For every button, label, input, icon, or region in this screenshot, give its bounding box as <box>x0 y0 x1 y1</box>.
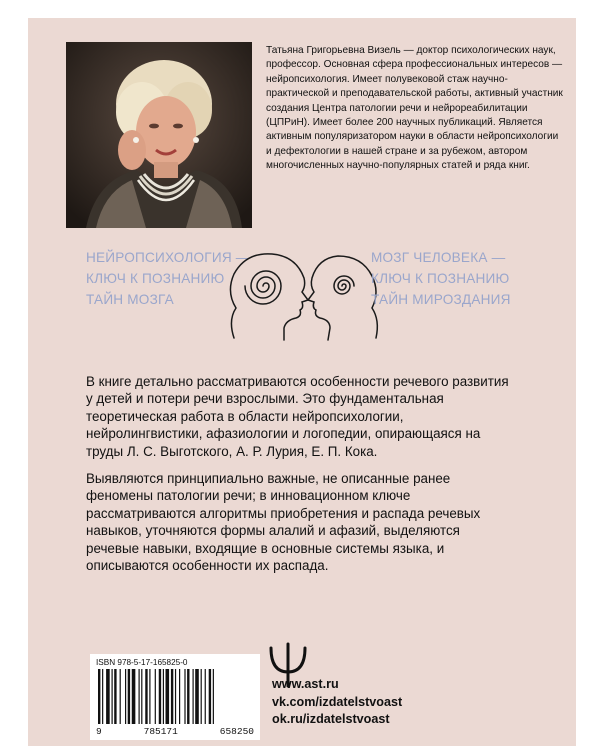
slogan-line: КЛЮЧ К ПОЗНАНИЮ <box>86 271 225 286</box>
barcode <box>90 654 260 740</box>
ean-digits <box>96 726 254 737</box>
link-vk[interactable]: vk.com/izdatelstvoast <box>272 694 403 709</box>
barcode-bars <box>96 669 254 724</box>
link-ok[interactable]: ok.ru/izdatelstvoast <box>272 712 390 726</box>
publisher-links <box>272 676 402 729</box>
link-website[interactable]: www.ast.ru <box>272 677 339 691</box>
slogan-line: НЕЙРОПСИХОЛОГИЯ — <box>86 250 250 265</box>
ean-digit-group: 9 <box>96 726 102 737</box>
heads-illustration <box>220 246 382 344</box>
slogan-line: МОЗГ ЧЕЛОВЕКА — <box>371 250 506 265</box>
book-back-cover <box>28 18 576 746</box>
isbn-label: ISBN 978-5-17-165825-0 <box>96 658 188 667</box>
slogan-line: ТАЙН МОЗГА <box>86 292 174 307</box>
description-paragraph: Выявляются принципиально важные, не описанные ранее феномены патологии речи; в инновационном ключе рассматриваются алгоритмы приобретения и распада речевых навыков, уточняются формы алалий и афазий, выделяются речевые навыки, входящие в основные системы языка, и описываются особенности их распада. <box>86 471 481 574</box>
slogan-line: ТАЙН МИРОЗДАНИЯ <box>371 292 511 307</box>
author-bio: Татьяна Григорьевна Визель — доктор психологических наук, профессор. Основная сфера профессиональных интересов — нейропсихология. Имеет полувековой стаж научно-практической и преподавательской работы, активный участник создания Центра патологии речи и нейрореабилитации (ЦПРиН). Имеет более 200 научных публикаций. Является активным популяризатором науки в области нейропсихологии и дефектологии в нашей стране и за рубежом, автором многочисленных научно-популярных статей и ряда книг. <box>266 45 563 172</box>
slogan-line: КЛЮЧ К ПОЗНАНИЮ <box>371 271 510 286</box>
ean-digit-group: 658250 <box>219 726 254 737</box>
description-paragraph: В книге детально рассматриваются особенности речевого развития у детей и потери речи взрослыми. Это фундаментальная теоретическая работа в области нейропсихологии, нейролингвистики, афазиологии и логопедии, опирающаяся на труды Л. С. Выготского, А. Р. Лурия, Е. П. Кока. <box>86 374 509 459</box>
ean-digit-group: 785171 <box>143 726 178 737</box>
slogan-right <box>371 247 511 310</box>
author-photo <box>66 42 252 228</box>
book-description <box>86 373 516 584</box>
